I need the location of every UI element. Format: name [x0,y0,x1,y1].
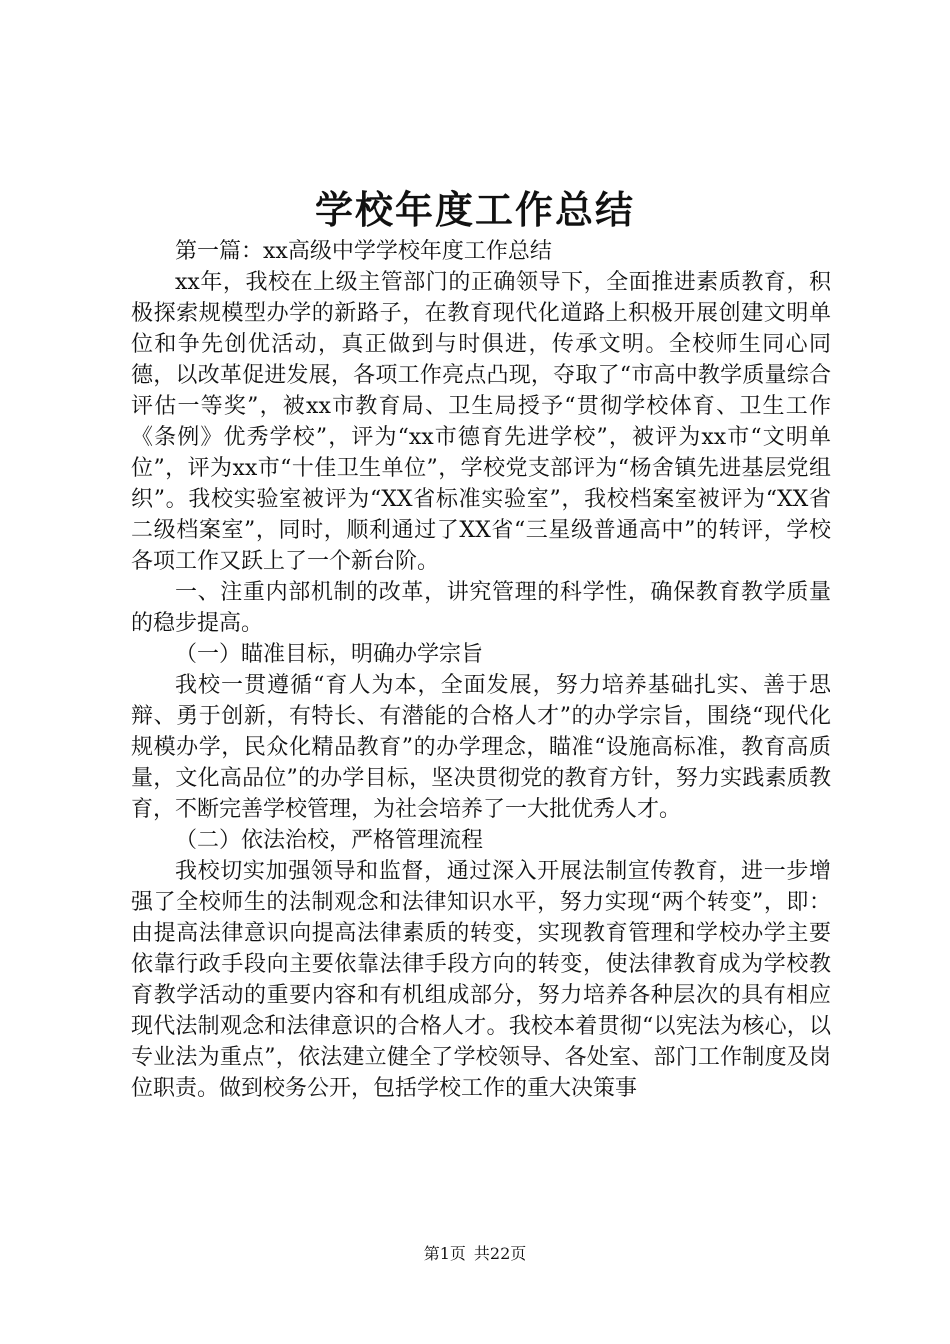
body-paragraph: 我校一贯遵循“育人为本，全面发展，努力培养基础扎实、善于思辩、勇于创新，有特长、有潜能的合格人才”的办学宗旨，围绕“现代化规模办学，民众化精品教育”的办学理念，瞄准“设施高标准，教育高质量，文化高品位”的办学目标，坚决贯彻党的教育方针，努力实践素质教育，不断完善学校管理，为社会培养了一大批优秀人才。 [131,673,831,822]
section-heading: 一、注重内部机制的改革，讲究管理的科学性，确保教育教学质量的稳步提高。 [131,580,831,636]
document-body [131,236,831,1104]
page-total: 共22页 [473,1244,527,1263]
document-title: 学校年度工作总结 [314,187,635,232]
page-footer [0,1243,950,1265]
subsection-heading: （一）瞄准目标，明确办学宗旨 [175,642,484,667]
subsection-heading: （二）依法治校，严格管理流程 [175,828,484,853]
body-paragraph: xx年，我校在上级主管部门的正确领导下，全面推进素质教育，积极探索规模型办学的新路子，在教育现代化道路上积极开展创建文明单位和争先创优活动，真正做到与时俱进，传承文明。全校师生同心同德，以改革促进发展，各项工作亮点凸现，夺取了“市高中教学质量综合评估一等奖”，被xx市教育局、卫生局授予“贯彻学校体育、卫生工作《条例》优秀学校”，评为“xx市德育先进学校”，被评为xx市“文明单位”，评为xx市“十佳卫生单位”，学校党支部评为“杨舍镇先进基层党组织”。我校实验室被评为“XX省标准实验室”，我校档案室被评为“XX省二级档案室”，同时，顺利通过了XX省“三星级普通高中”的转评，学校各项工作又跃上了一个新台阶。 [131,270,831,574]
body-paragraph: 我校切实加强领导和监督，通过深入开展法制宣传教育，进一步增强了全校师生的法制观念和法律知识水平，努力实现“两个转变”，即：由提高法律意识向提高法律素质的转变，实现教育管理和学校办学主要依靠行政手段向主要依靠法律手段方向的转变，使法律教育成为学校教育教学活动的重要内容和有机组成部分，努力培养各种层次的具有相应现代法制观念和法律意识的合格人才。我校本着贯彻“以宪法为核心，以专业法为重点”，依法建立健全了学校领导、各处室、部门工作制度及岗位职责。做到校务公开，包括学校工作的重大决策事 [131,859,831,1101]
page-number: 第1页 [423,1244,466,1263]
section-heading: 第一篇：xx高级中学学校年度工作总结 [175,239,552,264]
